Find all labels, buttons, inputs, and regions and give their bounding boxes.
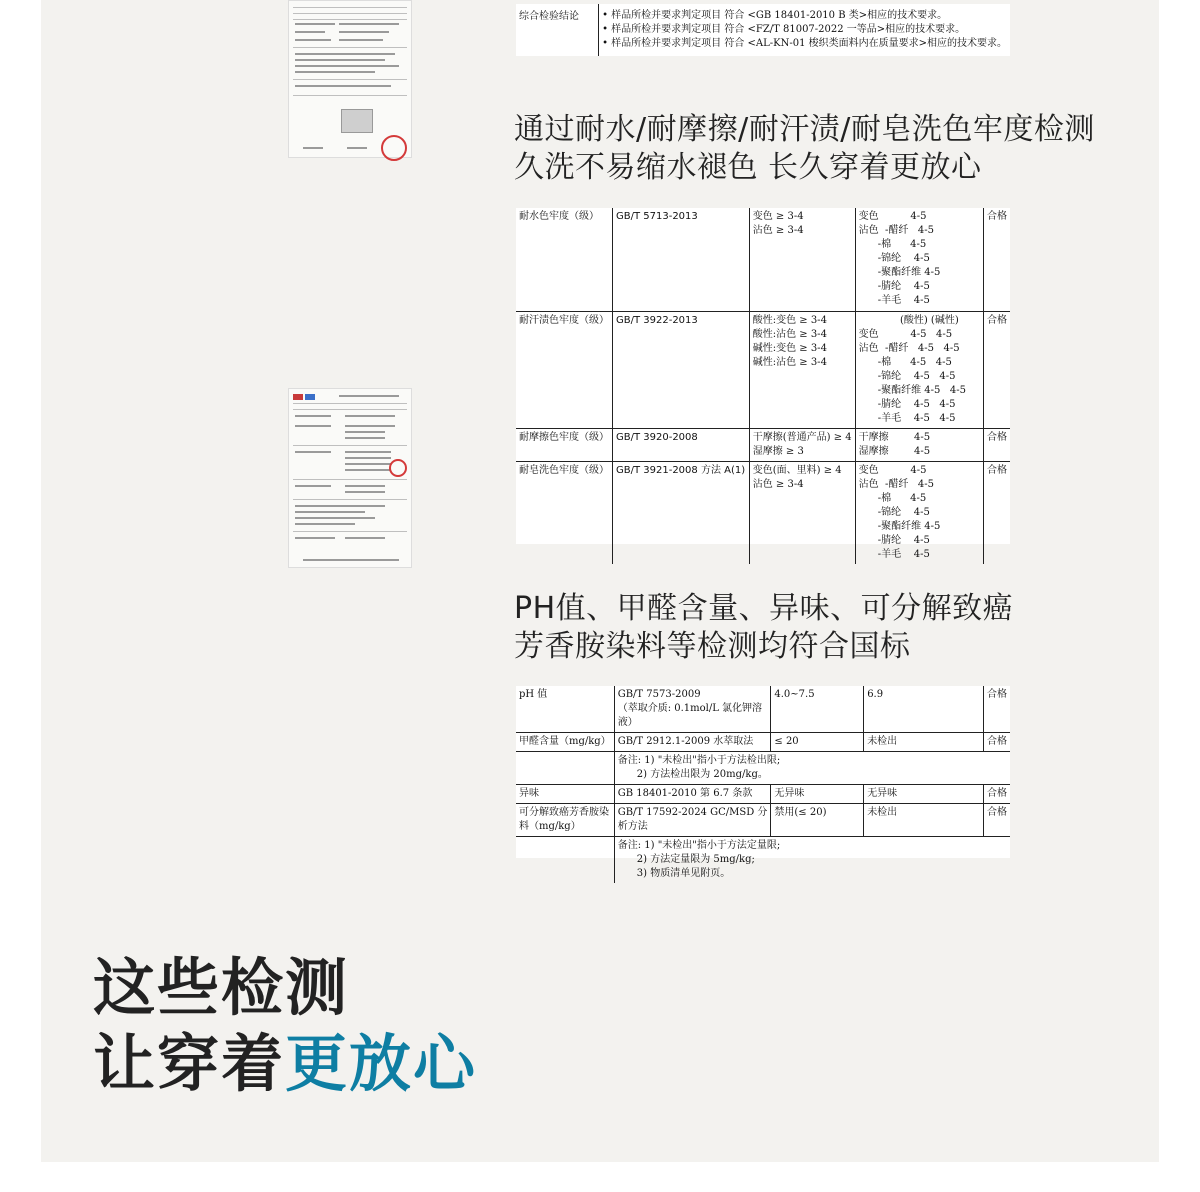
heading-line: 久洗不易缩水褪色 长久穿着更放心 bbox=[514, 150, 982, 185]
row-requirement: ≤ 20 bbox=[771, 733, 864, 752]
row-item: 耐摩擦色牢度（级） bbox=[516, 428, 613, 461]
slogan-line-2 bbox=[93, 1026, 477, 1102]
row-item: 可分解致癌芳香胺染 料（mg/kg） bbox=[516, 804, 614, 837]
slogan-line-1: 这些检测 bbox=[93, 951, 350, 1024]
row-requirement: 变色 ≥ 3-4 沾色 ≥ 3-4 bbox=[749, 208, 855, 311]
row-result: (酸性) (碱性) 变色 4-5 4-5 沾色 -醋纤 4-5 4-5 -棉 4-5 4-5 -锦纶 4-5 4-5 -聚酯纤维 4-5 4-5 -腈纶 4-5 4-5 -羊毛 4-5 4-5 bbox=[855, 311, 983, 428]
row-requirement: 干摩擦(普通产品) ≥ 4 湿摩擦 ≥ 3 bbox=[749, 428, 855, 461]
row-result: 未检出 bbox=[864, 804, 984, 837]
row-method: GB/T 3921-2008 方法 A(1) bbox=[613, 461, 750, 564]
row-verdict: 合格 bbox=[984, 208, 1011, 311]
seal-stamp bbox=[389, 459, 407, 477]
row-result: 6.9 bbox=[864, 686, 984, 733]
row-item: 异味 bbox=[516, 785, 614, 804]
row-item: 耐水色牢度（级） bbox=[516, 208, 613, 311]
row-method: GB/T 5713-2013 bbox=[613, 208, 750, 311]
row-verdict: 合格 bbox=[987, 464, 1007, 476]
test-report-thumbnail-1 bbox=[288, 0, 412, 158]
color-fastness-table bbox=[516, 208, 1010, 560]
row-method: GB/T 7573-2009 （萃取介质: 0.1mol/L 氯化钾溶 液） bbox=[614, 686, 771, 733]
heading-line: PH值、甲醛含量、异味、可分解致癌 bbox=[514, 591, 1014, 626]
row-requirement: 无异味 bbox=[771, 785, 864, 804]
row-method: GB/T 2912.1-2009 水萃取法 bbox=[614, 733, 771, 752]
seal-stamp bbox=[381, 135, 407, 161]
section-heading-fastness bbox=[514, 111, 1095, 187]
row-note: 备注: 1) "未检出"指小于方法检出限; 2) 方法检出限为 20mg/kg。 bbox=[614, 752, 1010, 785]
row-result: 未检出 bbox=[864, 733, 984, 752]
row-result: 无异味 bbox=[864, 785, 984, 804]
report-page bbox=[41, 0, 1159, 1162]
row-method: GB/T 3922-2013 bbox=[613, 311, 750, 428]
row-requirement: 禁用(≤ 20) bbox=[771, 804, 864, 837]
conclusion-line: • 样品所检并要求判定项目 符合 <FZ/T 81007-2022 一等品>相应的技术要求。 bbox=[602, 24, 966, 35]
row-method: GB/T 3920-2008 bbox=[613, 428, 750, 461]
row-verdict: 合格 bbox=[984, 785, 1011, 804]
row-verdict: 合格 bbox=[984, 311, 1011, 428]
closing-slogan bbox=[93, 950, 477, 1102]
row-verdict: 合格 bbox=[984, 804, 1011, 837]
sample-photo bbox=[341, 109, 373, 133]
section-heading-chemical bbox=[514, 590, 1013, 666]
row-requirement: 4.0~7.5 bbox=[771, 686, 864, 733]
chemical-test-table bbox=[516, 686, 1010, 879]
row-item: 耐汗渍色牢度（级） bbox=[516, 311, 613, 428]
row-result: 变色 4-5 沾色 -醋纤 4-5 -棉 4-5 -锦纶 4-5 -聚酯纤维 4-5 -腈纶 4-5 -羊毛 4-5 bbox=[855, 208, 983, 311]
row-requirement: 变色(面、里料) ≥ 4 沾色 ≥ 3-4 bbox=[749, 461, 855, 564]
conclusion-lines bbox=[599, 4, 1010, 56]
slogan-accent: 更放心 bbox=[285, 1027, 478, 1100]
row-result: 干摩擦 4-5 湿摩擦 4-5 bbox=[855, 428, 983, 461]
conclusion-label: 综合检验结论 bbox=[516, 4, 599, 56]
row-method: GB 18401-2010 第 6.7 条款 bbox=[614, 785, 771, 804]
row-item: 耐皂洗色牢度（级） bbox=[516, 461, 613, 564]
conclusion-line: • 样品所检并要求判定项目 符合 <AL-KN-01 梭织类面料内在质量要求>相应的技术要求。 bbox=[602, 38, 1007, 49]
row-verdict: 合格 bbox=[984, 428, 1011, 461]
heading-line: 芳香胺染料等检测均符合国标 bbox=[514, 629, 911, 664]
test-report-thumbnail-2 bbox=[288, 388, 412, 568]
conclusion-table bbox=[516, 4, 1010, 56]
row-verdict: 合格 bbox=[984, 686, 1011, 733]
row-method: GB/T 17592-2024 GC/MSD 分 析方法 bbox=[614, 804, 771, 837]
slogan-prefix: 让穿着 bbox=[93, 1027, 286, 1100]
row-note: 备注: 1) "未检出"指小于方法定量限; 2) 方法定量限为 5mg/kg; 3) 物质清单见附页。 bbox=[617, 840, 781, 879]
row-item: 甲醛含量（mg/kg） bbox=[516, 733, 614, 752]
row-verdict: 合格 bbox=[984, 733, 1011, 752]
row-result: 变色 4-5 沾色 -醋纤 4-5 -棉 4-5 -锦纶 4-5 -聚酯纤维 4-5 -腈纶 4-5 -羊毛 4-5 bbox=[855, 461, 983, 564]
row-item: pH 值 bbox=[516, 686, 614, 733]
row-requirement: 酸性:变色 ≥ 3-4 酸性:沾色 ≥ 3-4 碱性:变色 ≥ 3-4 碱性:沾色 ≥ 3-4 bbox=[749, 311, 855, 428]
conclusion-line: • 样品所检并要求判定项目 符合 <GB 18401-2010 B 类>相应的技术要求。 bbox=[602, 10, 948, 21]
heading-line: 通过耐水/耐摩擦/耐汗渍/耐皂洗色牢度检测 bbox=[514, 112, 1095, 147]
